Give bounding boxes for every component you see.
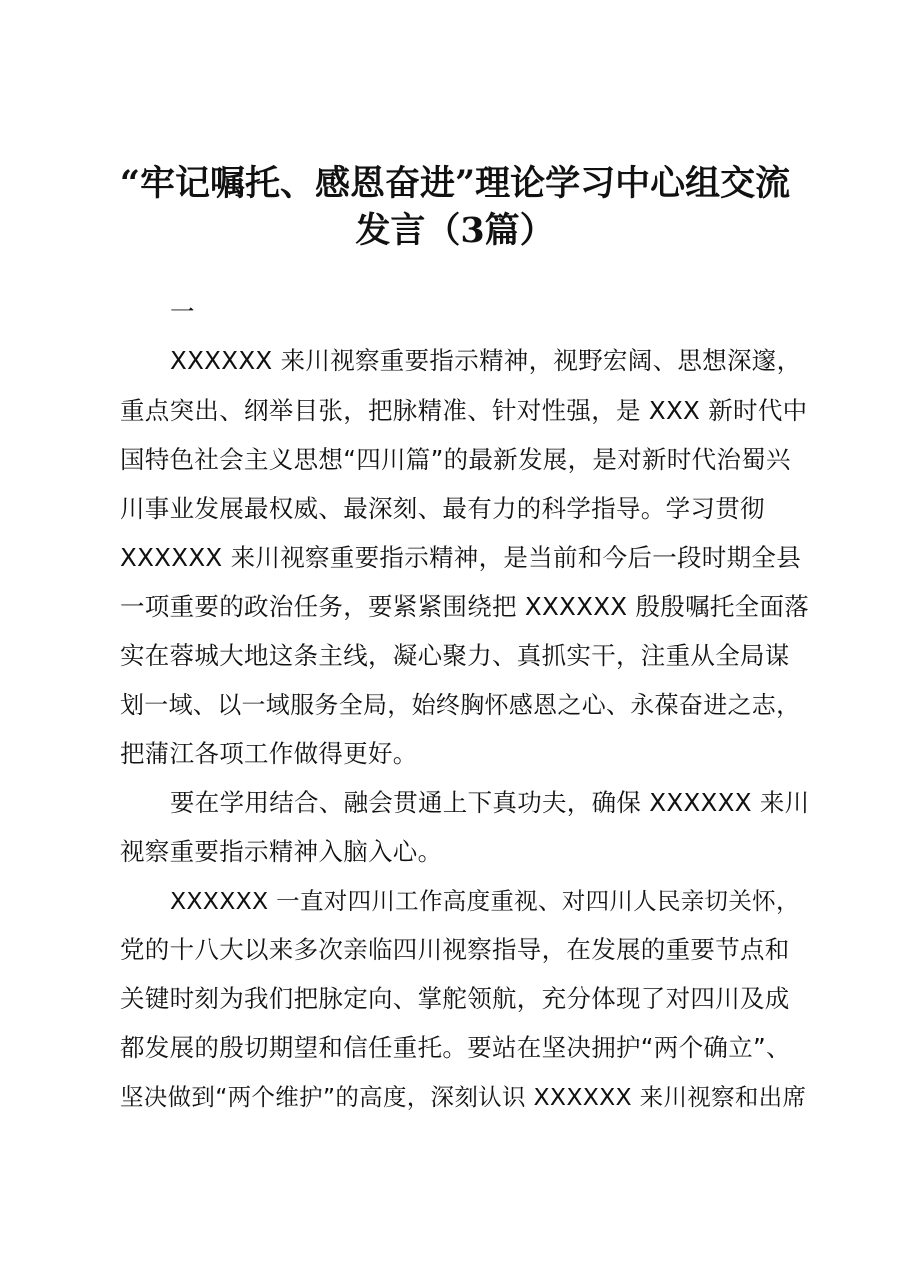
paragraph-line: 坚决做到“两个维护”的高度，深刻认识 XXXXXX 来川视察和出席: [120, 1083, 807, 1111]
paragraph-line: 把蒲江各项工作做得更好。: [120, 739, 418, 768]
section-marker: 一: [170, 297, 195, 326]
paragraph-line: 重点突出、纲举目张，把脉精准、针对性强，是 XXX 新时代中: [120, 396, 808, 425]
paragraph-line: 川事业发展最权威、最深刻、最有力的科学指导。学习贯彻: [120, 494, 765, 523]
paragraph-line: XXXXXX 来川视察重要指示精神，视野宏阔、思想深邃，: [170, 346, 802, 375]
paragraph-line: XXXXXX 一直对四川工作高度重视、对四川人民亲切关怀，: [170, 887, 800, 915]
paragraph-line: 实在蓉城大地这条主线，凝心聚力、真抓实干，注重从全局谋: [120, 641, 790, 670]
paragraph-line: 关键时刻为我们把脉定向、掌舵领航，充分体现了对四川及成: [120, 984, 790, 1013]
paragraph-line: 一项重要的政治任务，要紧紧围绕把 XXXXXX 殷殷嘱托全面落: [120, 592, 810, 621]
document-title-line-1: “牢记嘱托、感恩奋进”理论学习中心组交流: [119, 163, 791, 204]
paragraph-line: 都发展的殷切期望和信任重托。要站在坚决拥护“两个确立”、: [120, 1033, 791, 1062]
paragraph-line: 视察重要指示精神入脑入心。: [120, 837, 443, 866]
paragraph-line: 要在学用结合、融会贯通上下真功夫，确保 XXXXXX 来川: [170, 788, 810, 817]
paragraph-line: 划一域、以一域服务全局，始终胸怀感恩之心、永葆奋进之志，: [120, 691, 801, 719]
paragraph-line: 国特色社会主义思想“四川篇”的最新发展，是对新时代治蜀兴: [120, 445, 791, 474]
document-title-line-2: 发言（3篇）: [355, 210, 555, 251]
paragraph-line: XXXXXX 来川视察重要指示精神，是当前和今后一段时期全县: [120, 543, 801, 572]
paragraph-line: 党的十八大以来多次亲临四川视察指导，在发展的重要节点和: [120, 935, 790, 964]
